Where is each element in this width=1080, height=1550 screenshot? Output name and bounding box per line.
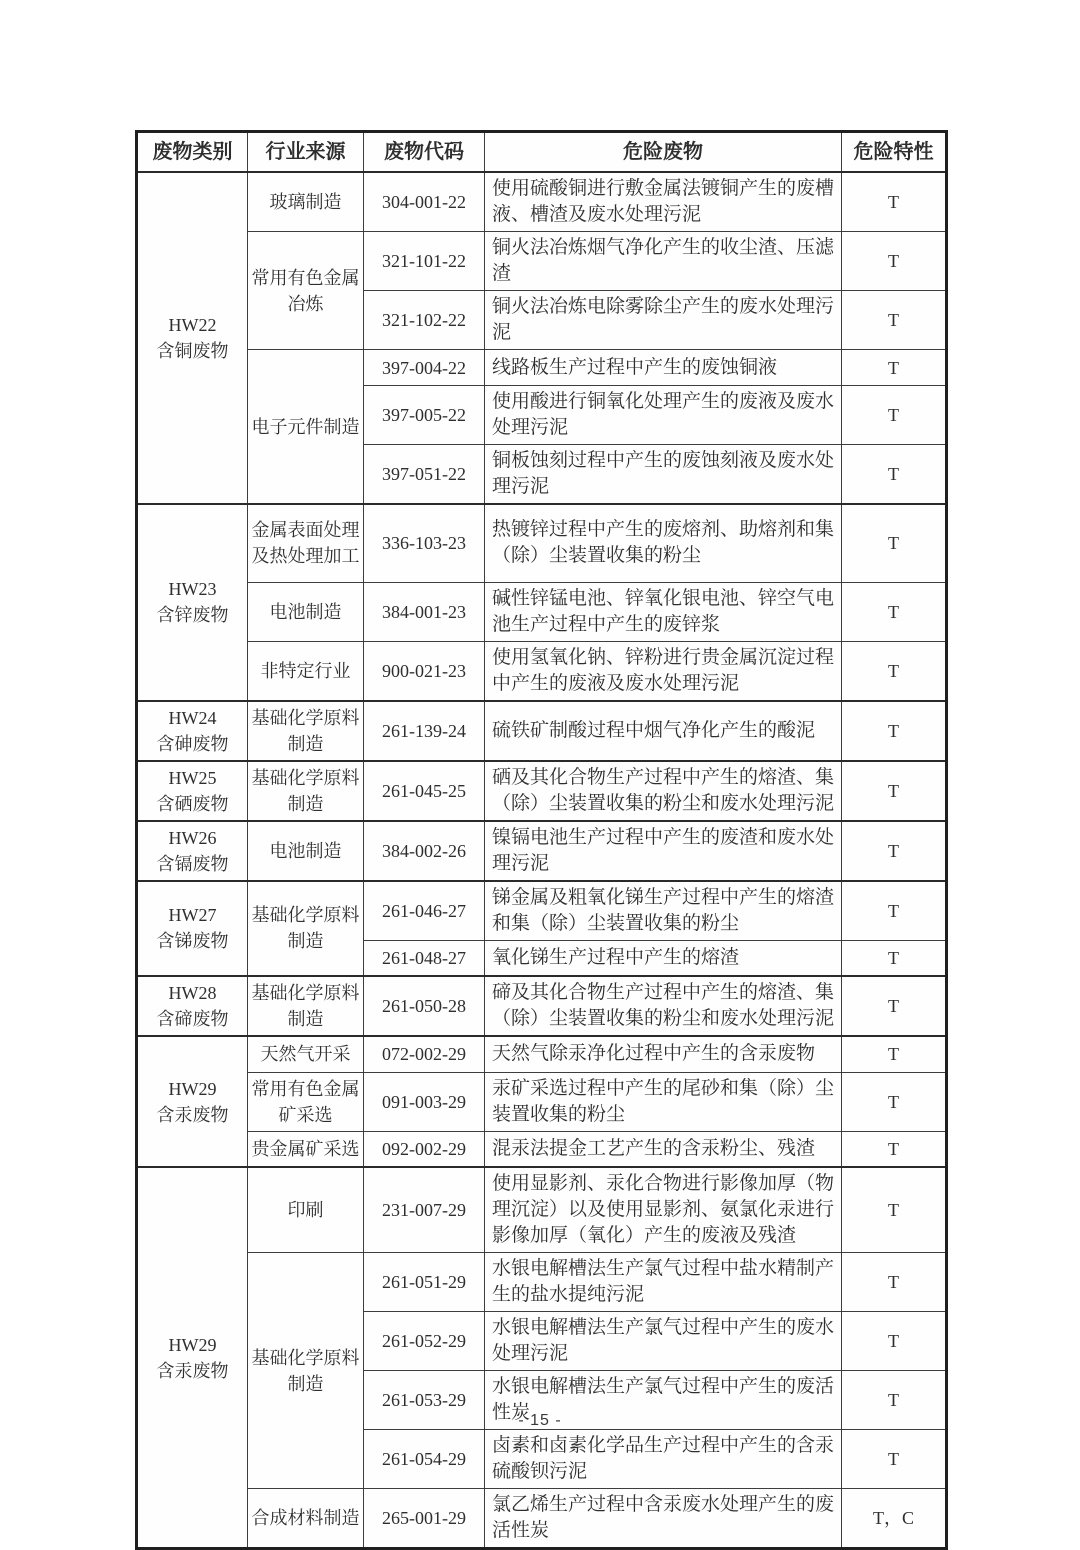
- waste-description-cell: 天然气除汞净化过程中产生的含汞废物: [485, 1036, 842, 1072]
- waste-code-cell: 397-005-22: [364, 386, 485, 445]
- category-name: 含碲废物: [156, 1009, 229, 1029]
- table-row: [137, 1253, 947, 1312]
- industry-source-cell: 天然气开采: [248, 1036, 364, 1072]
- hazard-property-cell: T: [842, 1036, 947, 1072]
- category-code: HW25: [168, 767, 217, 788]
- waste-code-cell: 261-051-29: [364, 1253, 485, 1312]
- waste-code-cell: 092-002-29: [364, 1131, 485, 1167]
- hazard-property-cell: T: [842, 232, 947, 291]
- waste-description-cell: 水银电解槽法生产氯气过程中产生的废水处理污泥: [485, 1312, 842, 1371]
- waste-description-cell: 铜板蚀刻过程中产生的废蚀刻液及废水处理污泥: [485, 445, 842, 505]
- waste-description-cell: 使用酸进行铜氧化处理产生的废液及废水处理污泥: [485, 386, 842, 445]
- category-code: HW22: [168, 315, 217, 335]
- hazard-property-cell: T: [842, 881, 947, 941]
- column-header-waste-category: 废物类别: [137, 132, 248, 173]
- industry-source-cell: 贵金属矿采选: [248, 1131, 364, 1167]
- industry-source-cell: 印刷: [248, 1167, 364, 1253]
- industry-source-cell: 非特定行业: [248, 641, 364, 701]
- waste-code-cell: 336-103-23: [364, 504, 485, 582]
- hazard-property-cell: T: [842, 504, 947, 582]
- table-row: [137, 1167, 947, 1253]
- column-header-industry-source: 行业来源: [248, 132, 364, 173]
- table-row: [137, 641, 947, 701]
- waste-category-cell: [137, 504, 248, 701]
- industry-source-cell: 基础化学原料制造: [248, 1253, 364, 1489]
- category-name: 含砷废物: [156, 733, 229, 754]
- waste-description-cell: 混汞法提金工艺产生的含汞粉尘、残渣: [485, 1131, 842, 1167]
- category-code: HW28: [168, 983, 217, 1003]
- waste-category-cell: [137, 976, 248, 1036]
- waste-code-cell: 261-046-27: [364, 881, 485, 941]
- category-code: HW26: [168, 827, 217, 848]
- table-row: [137, 701, 947, 761]
- hazard-property-cell: T: [842, 1371, 947, 1430]
- header-row: [137, 132, 947, 173]
- industry-source-cell: 电池制造: [248, 821, 364, 881]
- category-name: 含锌废物: [156, 605, 229, 626]
- waste-code-cell: 261-052-29: [364, 1312, 485, 1371]
- waste-code-cell: 091-003-29: [364, 1072, 485, 1131]
- waste-description-cell: 使用显影剂、汞化合物进行影像加厚（物理沉淀）以及使用显影剂、氨氯化汞进行影像加厚（氧化）产生的废液及残渣: [485, 1167, 842, 1253]
- hazard-property-cell: T: [842, 701, 947, 761]
- hazard-property-cell: T: [842, 1430, 947, 1489]
- industry-source-cell: 合成材料制造: [248, 1489, 364, 1549]
- table-row: [137, 504, 947, 582]
- hazard-property-cell: T: [842, 386, 947, 445]
- waste-category-cell: [137, 172, 248, 504]
- column-header-hazard-property: 危险特性: [842, 132, 947, 173]
- waste-code-cell: 384-002-26: [364, 821, 485, 881]
- waste-description-cell: 碲及其化合物生产过程中产生的熔渣、集（除）尘装置收集的粉尘和废水处理污泥: [485, 976, 842, 1036]
- waste-code-cell: 397-004-22: [364, 350, 485, 386]
- hazard-property-cell: T: [842, 940, 947, 976]
- hazard-property-cell: T，C: [842, 1489, 947, 1549]
- table-row: [137, 1131, 947, 1167]
- hazard-property-cell: T: [842, 1167, 947, 1253]
- waste-description-cell: 铜火法冶炼电除雾除尘产生的废水处理污泥: [485, 291, 842, 350]
- industry-source-cell: 基础化学原料制造: [248, 701, 364, 761]
- table-row: [137, 821, 947, 881]
- hazard-property-cell: T: [842, 582, 947, 641]
- waste-code-cell: 321-102-22: [364, 291, 485, 350]
- hazard-property-cell: T: [842, 1072, 947, 1131]
- industry-source-cell: 电子元件制造: [248, 350, 364, 505]
- category-name: 含汞废物: [156, 1360, 229, 1381]
- table-row: [137, 1036, 947, 1072]
- waste-description-cell: 硒及其化合物生产过程中产生的熔渣、集（除）尘装置收集的粉尘和废水处理污泥: [485, 761, 842, 821]
- table-row: [137, 881, 947, 941]
- waste-code-cell: 304-001-22: [364, 172, 485, 232]
- waste-code-cell: 231-007-29: [364, 1167, 485, 1253]
- hazard-property-cell: T: [842, 761, 947, 821]
- category-name: 含镉废物: [156, 853, 229, 874]
- waste-description-cell: 使用氢氧化钠、锌粉进行贵金属沉淀过程中产生的废液及废水处理污泥: [485, 641, 842, 701]
- waste-code-cell: 321-101-22: [364, 232, 485, 291]
- hazard-property-cell: T: [842, 350, 947, 386]
- table-row: [137, 232, 947, 291]
- hazard-property-cell: T: [842, 821, 947, 881]
- waste-description-cell: 热镀锌过程中产生的废熔剂、助熔剂和集（除）尘装置收集的粉尘: [485, 504, 842, 582]
- waste-category-cell: [137, 761, 248, 821]
- waste-description-cell: 水银电解槽法生产氯气过程中盐水精制产生的盐水提纯污泥: [485, 1253, 842, 1312]
- waste-description-cell: 汞矿采选过程中产生的尾砂和集（除）尘装置收集的粉尘: [485, 1072, 842, 1131]
- industry-source-cell: 基础化学原料制造: [248, 881, 364, 977]
- waste-category-cell: [137, 821, 248, 881]
- waste-code-cell: 261-139-24: [364, 701, 485, 761]
- industry-source-cell: 金属表面处理及热处理加工: [248, 504, 364, 582]
- hazard-property-cell: T: [842, 445, 947, 505]
- industry-source-cell: 电池制造: [248, 582, 364, 641]
- industry-source-cell: 常用有色金属冶炼: [248, 232, 364, 350]
- hazard-property-cell: T: [842, 641, 947, 701]
- waste-description-cell: 卤素和卤素化学品生产过程中产生的含汞硫酸钡污泥: [485, 1430, 842, 1489]
- industry-source-cell: 基础化学原料制造: [248, 761, 364, 821]
- waste-description-cell: 锑金属及粗氧化锑生产过程中产生的熔渣和集（除）尘装置收集的粉尘: [485, 881, 842, 941]
- category-code: HW27: [168, 905, 217, 926]
- page-number: - 15 -: [518, 1412, 562, 1429]
- table-row: [137, 761, 947, 821]
- table-row: [137, 976, 947, 1036]
- industry-source-cell: 玻璃制造: [248, 172, 364, 232]
- waste-code-cell: 072-002-29: [364, 1036, 485, 1072]
- waste-category-cell: [137, 1167, 248, 1549]
- waste-code-cell: 900-021-23: [364, 641, 485, 701]
- column-header-waste-code: 废物代码: [364, 132, 485, 173]
- category-name: 含铜废物: [156, 341, 229, 361]
- waste-description-cell: 氧化锑生产过程中产生的熔渣: [485, 940, 842, 976]
- hazard-property-cell: T: [842, 1131, 947, 1167]
- waste-description-cell: 碱性锌锰电池、锌氧化银电池、锌空气电池生产过程中产生的废锌浆: [485, 582, 842, 641]
- table-row: [137, 582, 947, 641]
- waste-code-cell: 261-054-29: [364, 1430, 485, 1489]
- category-code: HW29: [168, 1078, 217, 1099]
- hazard-property-cell: T: [842, 291, 947, 350]
- category-name: 含汞废物: [156, 1104, 229, 1125]
- waste-code-cell: 397-051-22: [364, 445, 485, 505]
- waste-code-cell: 261-053-29: [364, 1371, 485, 1430]
- waste-description-cell: 使用硫酸铜进行敷金属法镀铜产生的废槽液、槽渣及废水处理污泥: [485, 172, 842, 232]
- waste-code-cell: 261-050-28: [364, 976, 485, 1036]
- waste-description-cell: 水银电解槽法生产氯气过程中产生的废活性炭: [485, 1371, 842, 1430]
- table-row: [137, 350, 947, 386]
- waste-description-cell: 铜火法冶炼烟气净化产生的收尘渣、压滤渣: [485, 232, 842, 291]
- waste-description-cell: 线路板生产过程中产生的废蚀铜液: [485, 350, 842, 386]
- table-row: [137, 1489, 947, 1549]
- waste-code-cell: 384-001-23: [364, 582, 485, 641]
- category-name: 含硒废物: [156, 793, 229, 814]
- hazard-property-cell: T: [842, 1253, 947, 1312]
- category-code: HW24: [168, 707, 217, 728]
- category-code: HW29: [168, 1334, 217, 1355]
- hazardous-waste-table: [135, 130, 948, 1550]
- industry-source-cell: 常用有色金属矿采选: [248, 1072, 364, 1131]
- waste-category-cell: [137, 881, 248, 977]
- waste-description-cell: 硫铁矿制酸过程中烟气净化产生的酸泥: [485, 701, 842, 761]
- waste-category-cell: [137, 1036, 248, 1167]
- hazard-property-cell: T: [842, 976, 947, 1036]
- industry-source-cell: 基础化学原料制造: [248, 976, 364, 1036]
- waste-description-cell: 镍镉电池生产过程中产生的废渣和废水处理污泥: [485, 821, 842, 881]
- category-name: 含锑废物: [156, 931, 229, 952]
- hazard-property-cell: T: [842, 1312, 947, 1371]
- table-row: [137, 172, 947, 232]
- table-row: [137, 1072, 947, 1131]
- waste-code-cell: 265-001-29: [364, 1489, 485, 1549]
- waste-code-cell: 261-045-25: [364, 761, 485, 821]
- waste-category-cell: [137, 701, 248, 761]
- waste-code-cell: 261-048-27: [364, 940, 485, 976]
- category-code: HW23: [168, 579, 217, 600]
- column-header-hazardous-waste: 危险废物: [485, 132, 842, 173]
- waste-description-cell: 氯乙烯生产过程中含汞废水处理产生的废活性炭: [485, 1489, 842, 1549]
- hazard-property-cell: T: [842, 172, 947, 232]
